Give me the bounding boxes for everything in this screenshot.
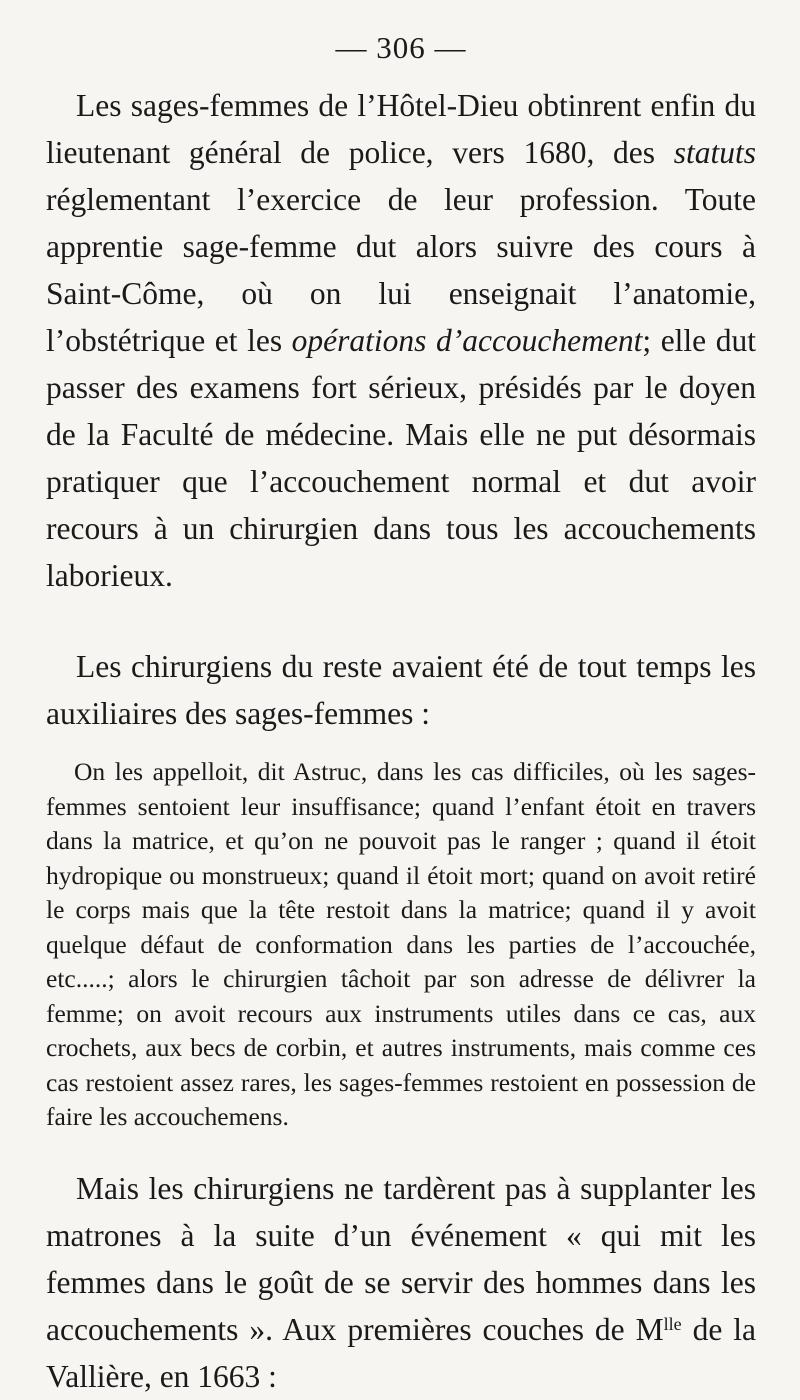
page-number: — 306 — bbox=[335, 30, 467, 65]
paragraph-text: Les sages-femmes de l’Hôtel-Dieu obtinrent enfin du lieutenant général de police, vers 1680, des bbox=[46, 88, 756, 170]
paragraph-text: réglementant l’exercice de leur profession. Toute apprentie sage-femme dut alors suivre des cours à Saint-Côme, où on lui enseignait l’anatomie, l’obstétrique et les bbox=[46, 182, 756, 358]
paragraph-text: Mais les chirurgiens ne tardèrent pas à supplanter les matrones à la suite d’un événement « qui mit les femmes dans le goût de se servir des hommes dans les accouchements ». Aux premières couches de M bbox=[46, 1170, 756, 1347]
paragraph-text: de la Vallière, en 1663 : bbox=[46, 1311, 756, 1394]
italic-term-statuts: statuts bbox=[673, 135, 756, 170]
quotation-astruc: On les appelloit, dit Astruc, dans les cas difficiles, où les sages-femmes sentoient leur insuffisance; quand l’enfant étoit en travers dans la matrice, et qu’on ne pouvoit pas le ranger ; quand il étoit hydropique ou monstrueux; quand il étoit mort; quand on avoit retiré le corps mais que la tête restoit dans la matrice; quand il y avoit quelque défaut de conformation dans les parties de l’accouchée, etc.....; alors le chirurgien tâchoit par son adresse de délivrer la femme; on avoit recours aux instruments utiles dans ce cas, aux crochets, aux becs de corbin, et autres instruments, mais comme ces cas restoient assez rares, les sages-femmes restoient en possession de faire les accouchemens. bbox=[46, 757, 756, 1131]
paragraph-chirurgiens: Les chirurgiens du reste avaient été de tout temps les auxiliaires des sages-femmes : bbox=[46, 649, 756, 731]
paragraph-text: ; elle dut passer des examens fort sérieux, présidés par le doyen de la Faculté de médecine. Mais elle ne put désormais pratiquer que l’accouchement normal et dut avoir recours à un chirurgien dans tous les accouchements laborieux. bbox=[46, 323, 756, 593]
paragraph-statuts bbox=[46, 82, 756, 599]
italic-term-operations: opérations d’accouchement bbox=[291, 323, 643, 358]
paragraph-matrones bbox=[46, 1165, 756, 1400]
superscript-lle: lle bbox=[663, 1313, 682, 1334]
